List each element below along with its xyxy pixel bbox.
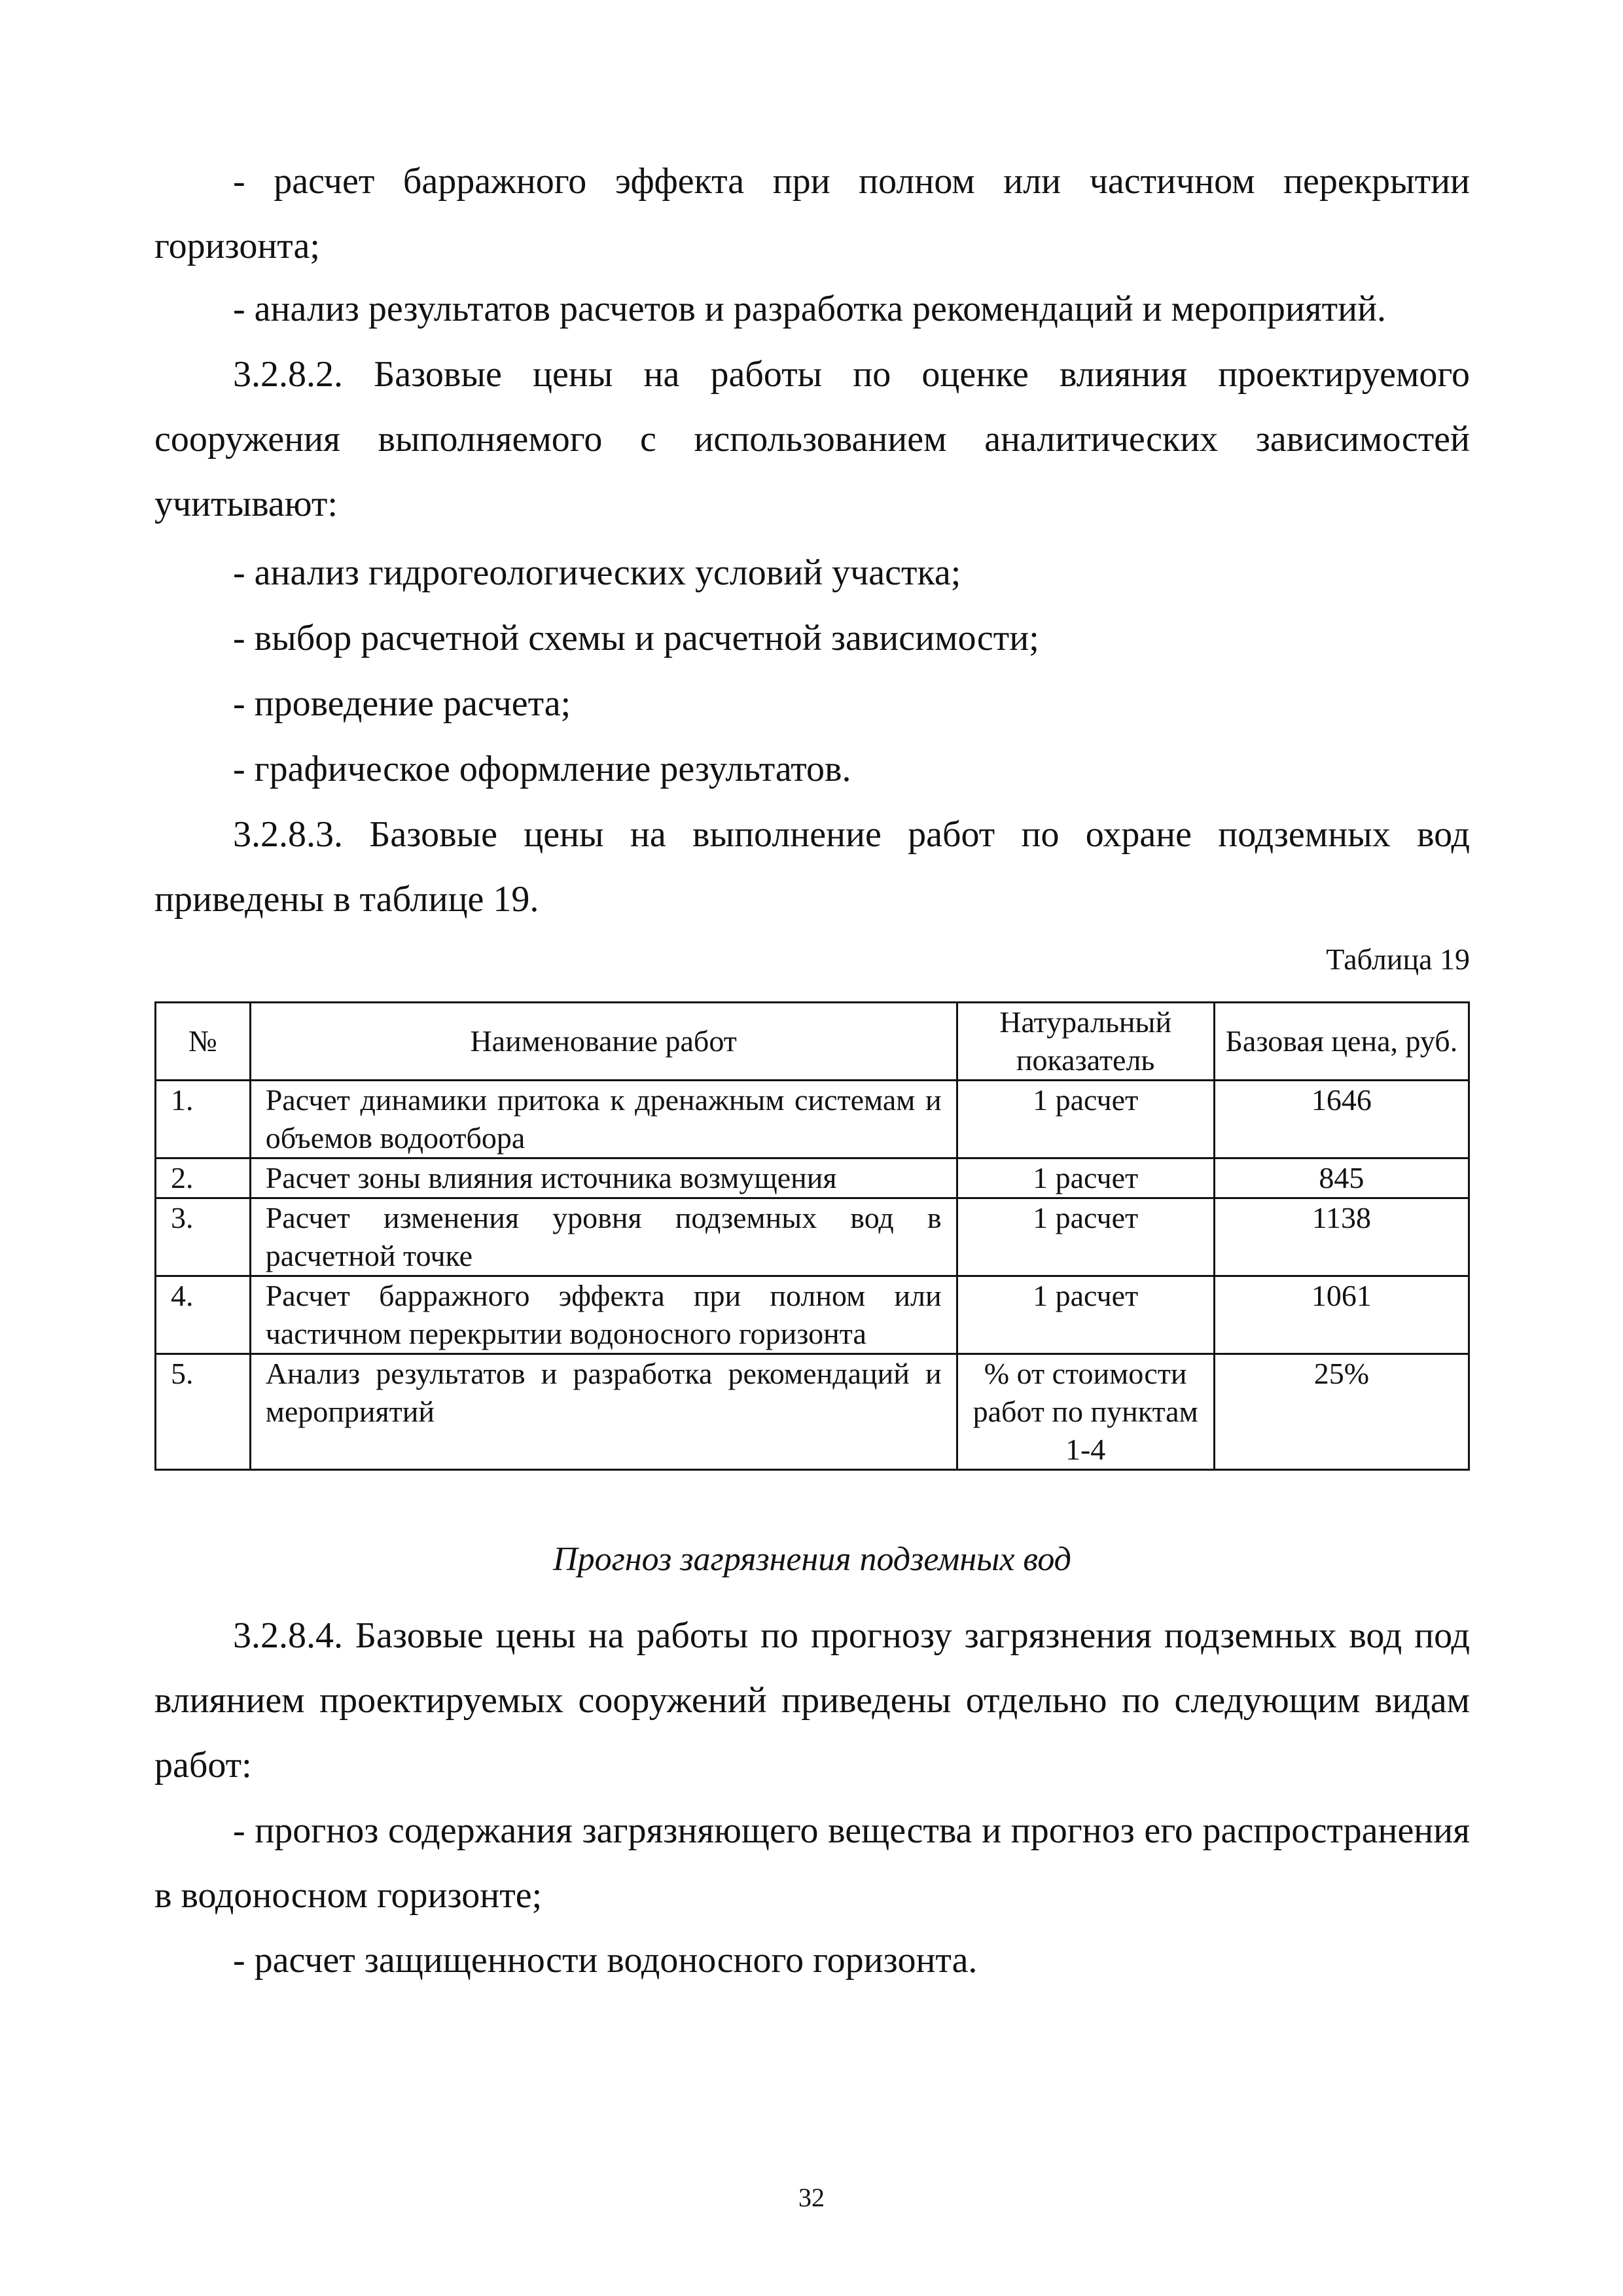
section-heading: Прогноз загрязнения подземных вод (553, 1541, 1071, 1578)
table-header-row (156, 1003, 1469, 1081)
price-table (154, 1001, 1470, 1471)
table-row (156, 1081, 1469, 1158)
table-row (156, 1198, 1469, 1276)
row-num: 1. (156, 1081, 251, 1158)
table-caption: Таблица 19 (1326, 942, 1470, 976)
row-num: 3. (156, 1198, 251, 1276)
table-row (156, 1158, 1469, 1198)
header-name: Наименование работ (250, 1003, 957, 1081)
row-price: 1646 (1214, 1081, 1469, 1158)
row-unit: 1 расчет (957, 1276, 1214, 1354)
list-item: - выбор расчетной схемы и расчетной зависимости; (233, 618, 1039, 658)
table-row (156, 1276, 1469, 1354)
row-name: Расчет динамики притока к дренажным системам и объемов водоотбора (250, 1081, 957, 1158)
list-item: - расчет защищенности водоносного горизонта. (233, 1940, 978, 1981)
list-item: - анализ гидрогеологических условий участка; (233, 552, 961, 593)
row-num: 2. (156, 1158, 251, 1198)
row-unit: % от стоимости работ по пунктам 1-4 (957, 1354, 1214, 1470)
row-price: 1061 (1214, 1276, 1469, 1354)
paragraph-3-2-8-3: 3.2.8.3. Базовые цены на выполнение работ по охране подземных вод приведены в таблице 19. (154, 814, 1470, 920)
list-item: - анализ результатов расчетов и разработка рекомендаций и мероприятий. (233, 289, 1387, 329)
row-name: Анализ результатов и разработка рекомендаций и мероприятий (250, 1354, 957, 1470)
row-price: 1138 (1214, 1198, 1469, 1276)
header-price: Базовая цена, руб. (1214, 1003, 1469, 1081)
header-unit: Натуральный показатель (957, 1003, 1214, 1081)
row-unit: 1 расчет (957, 1198, 1214, 1276)
row-price: 845 (1214, 1158, 1469, 1198)
row-name: Расчет изменения уровня подземных вод в расчетной точке (250, 1198, 957, 1276)
row-name: Расчет барражного эффекта при полном или частичном перекрытии водоносного горизонта (250, 1276, 957, 1354)
row-num: 4. (156, 1276, 251, 1354)
list-item: - расчет барражного эффекта при полном или частичном перекрытии горизонта; (154, 161, 1470, 266)
row-num: 5. (156, 1354, 251, 1470)
page-number: 32 (798, 2183, 825, 2212)
list-item: - графическое оформление результатов. (233, 749, 851, 789)
row-unit: 1 расчет (957, 1081, 1214, 1158)
list-item: - проведение расчета; (233, 683, 571, 724)
row-unit: 1 расчет (957, 1158, 1214, 1198)
row-name: Расчет зоны влияния источника возмущения (250, 1158, 957, 1198)
row-price: 25% (1214, 1354, 1469, 1470)
table-row (156, 1354, 1469, 1470)
paragraph-3-2-8-4: 3.2.8.4. Базовые цены на работы по прогнозу загрязнения подземных вод под влиянием проектируемых сооружений приведены отдельно по следующим видам работ: (154, 1615, 1470, 1785)
header-num: № (156, 1003, 251, 1081)
paragraph-3-2-8-2: 3.2.8.2. Базовые цены на работы по оценке влияния проектируемого сооружения выполняемого с использованием аналитических зависимостей учитывают: (154, 354, 1470, 524)
list-item: - прогноз содержания загрязняющего вещества и прогноз его распространения в водоносном горизонте; (154, 1810, 1470, 1916)
